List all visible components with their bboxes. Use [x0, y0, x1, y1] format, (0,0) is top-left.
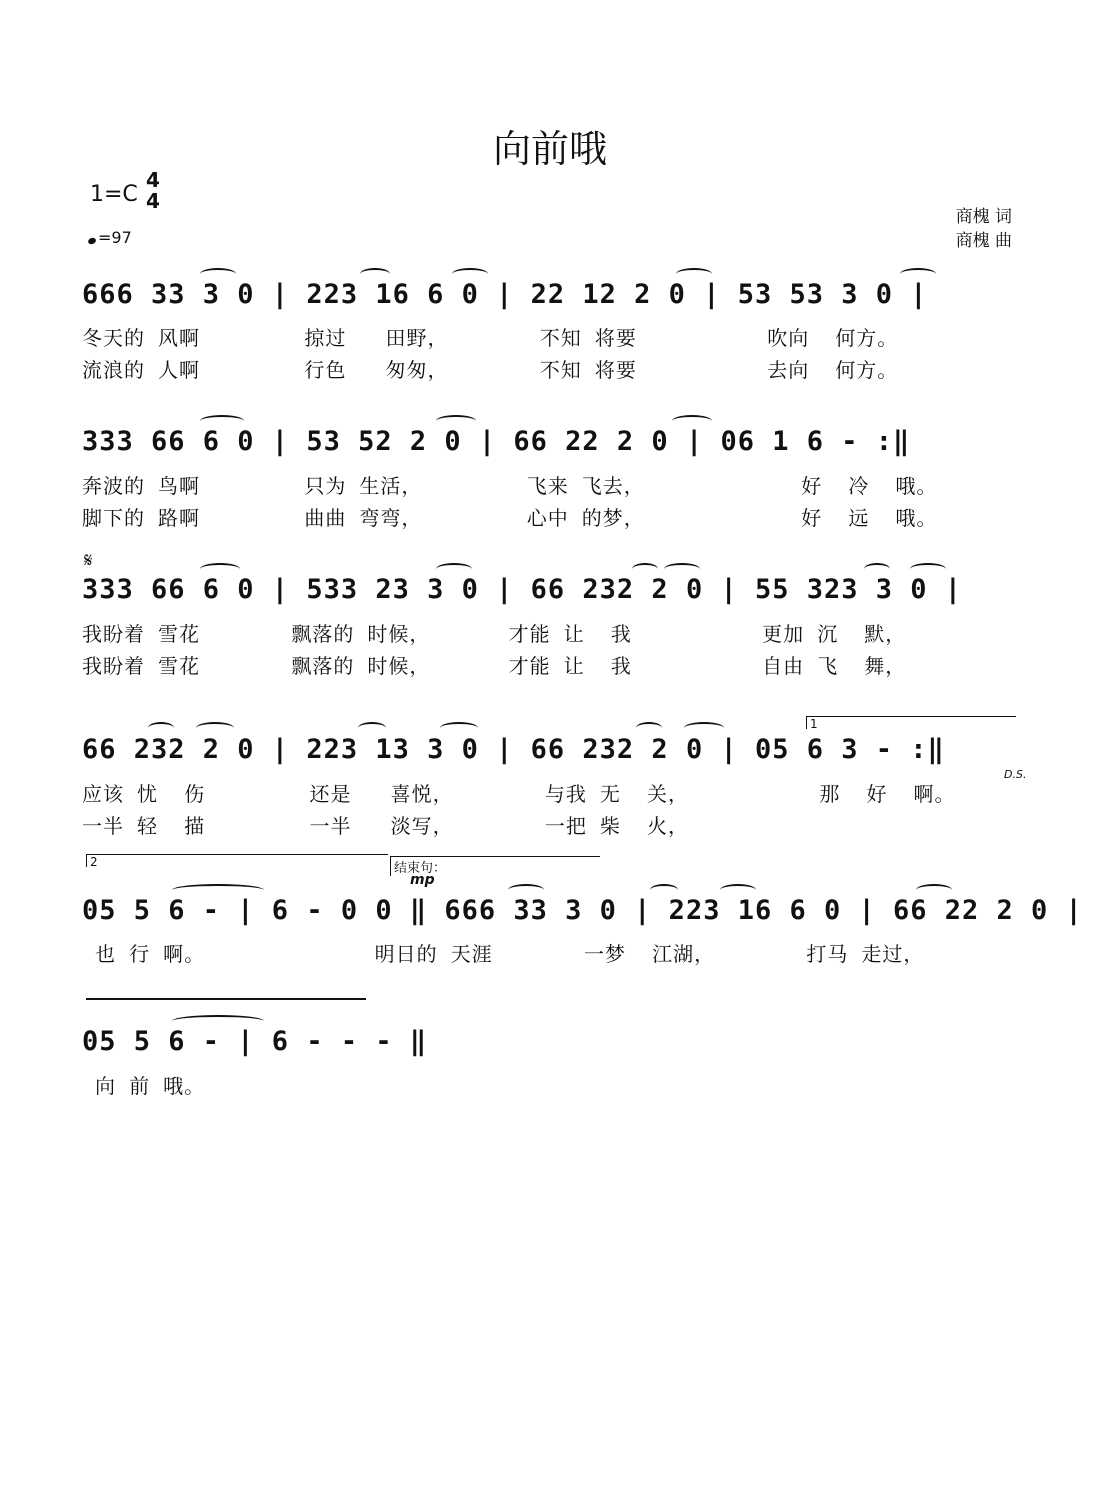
- tie: [900, 268, 936, 280]
- tie: [720, 884, 756, 896]
- quarter-note-icon: [87, 237, 97, 245]
- tie: [636, 722, 662, 734]
- segno-icon: 𝄋: [84, 548, 93, 572]
- tie: [664, 563, 700, 575]
- long-tie: [86, 998, 366, 1008]
- tie: [172, 1015, 264, 1027]
- system-2-notes: 333 66 6 0 | 53 52 2 0 | 66 22 2 0 | 06 1 6 - :‖: [82, 426, 911, 457]
- system-2-lyric-1: 奔波的 鸟啊 只为 生活， 飞来 飞去， 好 冷 哦。: [82, 474, 938, 498]
- ds-mark: D.S.: [1004, 768, 1027, 781]
- tie: [632, 563, 658, 575]
- tie: [684, 722, 724, 734]
- tie: [650, 884, 678, 896]
- system-2-lyric-2: 脚下的 路啊 曲曲 弯弯， 心中 的梦， 好 远 哦。: [82, 506, 938, 530]
- tie: [672, 415, 712, 427]
- first-ending-bracket: 1: [806, 716, 1016, 729]
- tie: [452, 268, 488, 280]
- system-6-notes: 05 5 6 - | 6 - - - ‖: [82, 1026, 428, 1057]
- system-5-lyric-1: 也 行 啊。 明日的 天涯 一梦 江湖， 打马 走过，: [82, 942, 925, 966]
- system-4-notes: 66 232 2 0 | 223 13 3 0 | 66 232 2 0 | 05 6 3 - :‖: [82, 734, 945, 765]
- tie: [916, 884, 952, 896]
- composer: 商槐 曲: [955, 231, 1012, 251]
- system-4-lyric-1: 应该 忧 伤 还是 喜悦， 与我 无 关， 那 好 啊。: [82, 782, 956, 806]
- tie: [196, 722, 234, 734]
- credits: [956, 205, 1012, 253]
- system-5-notes: 05 5 6 - | 6 - 0 0 ‖ 666 33 3 0 | 223 16 6 0 | 66 22 2 0 |: [82, 895, 1083, 926]
- tie: [436, 415, 476, 427]
- key-signature: 1=C: [90, 182, 138, 207]
- system-1-lyric-1: 冬天的 风啊 掠过 田野， 不知 将要 吹向 何方。: [82, 326, 899, 350]
- system-6-lyric-1: 向 前 哦。: [82, 1074, 206, 1098]
- tie: [910, 563, 946, 575]
- tempo-marking: [88, 228, 132, 247]
- system-3-lyric-2: 我盼着 雪花 飘落的 时候， 才能 让 我 自由 飞 舞，: [82, 654, 907, 678]
- tie: [200, 415, 244, 427]
- tie: [172, 884, 264, 896]
- ending-label: 结束句：: [390, 856, 600, 876]
- tie: [360, 268, 390, 280]
- dynamic-marking: mp: [410, 872, 435, 888]
- tie: [864, 563, 890, 575]
- tempo-value: =97: [98, 228, 132, 247]
- tie: [200, 563, 240, 575]
- system-1-lyric-2: 流浪的 人啊 行色 匆匆， 不知 将要 去向 何方。: [82, 358, 899, 382]
- tie: [200, 268, 236, 280]
- second-ending-bracket: 2: [86, 854, 388, 867]
- time-signature-bottom: 4: [146, 189, 160, 213]
- time-signature-top: 4: [146, 168, 160, 192]
- tie: [436, 563, 472, 575]
- tie: [440, 722, 478, 734]
- time-signature: [146, 170, 160, 212]
- song-title: 向前哦: [492, 127, 607, 171]
- system-1-notes: 666 33 3 0 | 223 16 6 0 | 22 12 2 0 | 53 53 3 0 |: [82, 279, 928, 310]
- tie: [508, 884, 544, 896]
- tie: [148, 722, 174, 734]
- tie: [676, 268, 712, 280]
- system-3-notes: 333 66 6 0 | 533 23 3 0 | 66 232 2 0 | 55 323 3 0 |: [82, 574, 963, 605]
- lyricist: 商槐 词: [955, 207, 1012, 227]
- system-3-lyric-1: 我盼着 雪花 飘落的 时候， 才能 让 我 更加 沉 默，: [82, 622, 907, 646]
- tie: [358, 722, 386, 734]
- system-4-lyric-2: 一半 轻 描 一半 淡写， 一把 柴 火，: [82, 814, 689, 838]
